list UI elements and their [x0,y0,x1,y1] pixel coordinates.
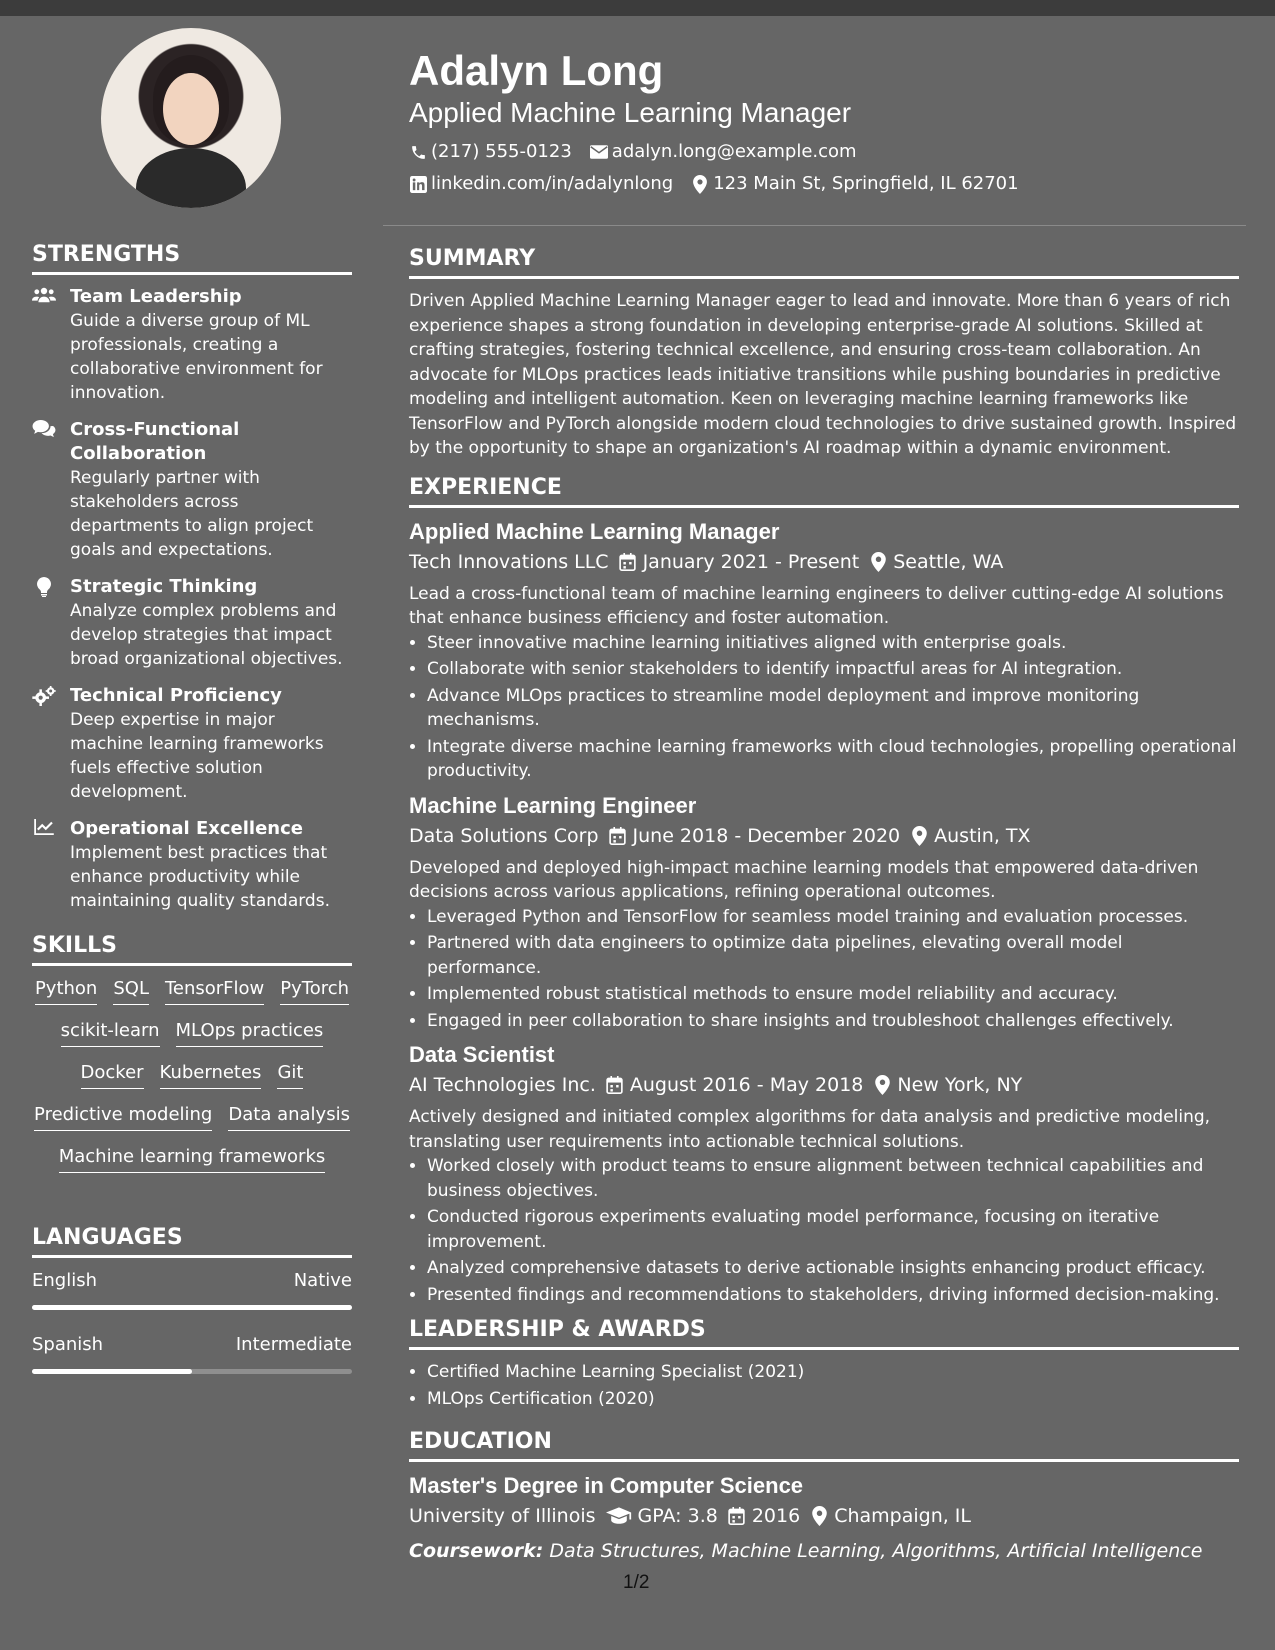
language-bar-fill [32,1305,352,1310]
calendar-icon [606,1076,624,1094]
degree: Master's Degree in Computer Science [409,1473,804,1498]
skill-tag: PyTorch [280,976,349,1005]
list-item: • Integrate diverse machine learning frameworks with cloud technologies, propelling operational productivity. [427,735,1239,784]
strengths-heading: STRENGTHS [32,242,181,267]
experience-heading: EXPERIENCE [409,474,562,500]
language-name: English [32,1270,97,1291]
strength-item [32,817,352,913]
coursework: Coursework: Data Structures, Machine Learning, Algorithms, Artificial Intelligence [409,1540,1203,1562]
skill-tag: Kubernetes [160,1060,262,1089]
job-bullets [409,1154,1239,1307]
graduation-cap-icon [606,1507,632,1525]
job-meta [409,546,1239,578]
job-description: Actively designed and initiated complex algorithms for data analysis and predictive modeling, translating user requirements into actionable technical solutions. [409,1107,1211,1152]
address: 123 Main St, Springfield, IL 62701 [691,168,1018,200]
skill-tag: TensorFlow [165,976,264,1005]
strengths-rule [32,272,352,275]
strength-title: Technical Proficiency [70,685,282,706]
strength-text [70,285,352,405]
job-location: New York, NY [873,1069,1022,1101]
contact-line-1 [409,136,1239,168]
page-number: 1/2 [623,1572,650,1593]
job-meta [409,820,1239,852]
strength-text [70,817,352,913]
profile-photo [101,28,281,208]
job-dates: January 2021 - Present [619,546,860,578]
map-marker-icon [910,827,928,845]
job-title: Machine Learning Engineer [409,792,697,818]
job-entry [409,792,1239,1034]
job-company: Data Solutions Corp [409,824,599,847]
list-item: • Presented findings and recommendations to stakeholders, driving informed decision-making. [427,1283,1239,1308]
language-level: Intermediate [235,1334,352,1355]
education-rule [409,1459,1239,1462]
list-item: • Steer innovative machine learning initiatives aligned with enterprise goals. [427,631,1239,656]
skill-tag: scikit-learn [61,1018,160,1047]
job-entry [409,1041,1239,1307]
map-marker-icon [691,175,709,193]
strength-item [32,684,352,804]
calendar-icon [728,1507,746,1525]
school: University of Illinois [409,1505,596,1527]
language-name: Spanish [32,1334,104,1355]
top-bar [0,0,1275,16]
language-bar [32,1369,352,1374]
strength-text [70,575,352,671]
list-item: • Collaborate with senior stakeholders to identify impactful areas for AI integration. [427,657,1239,682]
job-bullets [409,905,1239,1034]
skills-heading: SKILLS [32,933,117,958]
candidate-name: Adalyn Long [409,47,664,94]
job-bullets [409,631,1239,784]
awards-list [409,1360,1239,1411]
linkedin-icon [409,175,427,193]
language-row [32,1332,352,1358]
education-meta [409,1500,1239,1532]
experience-rule [409,505,1239,508]
skill-tag: Data analysis [228,1102,350,1131]
education-year: 2016 [728,1500,800,1532]
job-description: Developed and deployed high-impact machine learning models that empowered data-driven decisions across various applications, refining operational outcomes. [409,857,1199,902]
summary-text: Driven Applied Machine Learning Manager eager to lead and innovate. More than 6 years of rich experience shapes a strong foundation in developing enterprise-grade AI solutions. Skilled at crafting strategies, fostering technical excellence, and ensuring cross-team collaboration. An advocate for MLOps practices leads initiative transitions while pushing boundaries in predictive modeling and intelligent automation. Keen on leveraging machine learning frameworks like TensorFlow and PyTorch alongside modern cloud technologies to drive sustained growth. Inspired by the opportunity to shape an organization's AI roadmap within a dynamic environment. [409,291,1237,458]
job-dates: June 2018 - December 2020 [609,820,901,852]
list-item: • MLOps Certification (2020) [427,1387,1239,1412]
list-item: • Analyzed comprehensive datasets to derive actionable insights enhancing product efficacy. [427,1256,1239,1281]
education-heading: EDUCATION [409,1429,552,1454]
map-marker-icon [810,1507,828,1525]
gpa: GPA: 3.8 [606,1500,718,1532]
strength-item [32,285,352,405]
skills-rule [32,963,352,966]
strength-item [32,418,352,562]
skills-list [32,976,352,1173]
language-level: Native [293,1270,352,1291]
awards-heading: LEADERSHIP & AWARDS [409,1317,706,1342]
phone-icon [409,143,427,161]
strength-desc: Deep expertise in major machine learning frameworks fuels effective solution development. [70,710,324,802]
linkedin[interactable]: linkedin.com/in/adalynlong [409,168,673,200]
languages-heading: LANGUAGES [32,1225,183,1250]
list-item: • Implemented robust statistical methods to ensure model reliability and accuracy. [427,982,1239,1007]
calendar-icon [609,827,627,845]
users-icon [32,285,56,405]
strength-desc: Analyze complex problems and develop strategies that impact broad organizational objectives. [70,601,343,669]
skill-tag: Python [35,976,97,1005]
candidate-title: Applied Machine Learning Manager [409,97,852,128]
strength-desc: Guide a diverse group of ML professionals, creating a collaborative environment for innovation. [70,311,323,403]
lightbulb-icon [32,575,56,671]
job-dates: August 2016 - May 2018 [606,1069,864,1101]
job-meta [409,1069,1239,1101]
main-content [409,46,1239,1566]
job-entry [409,518,1239,784]
strength-desc: Implement best practices that enhance productivity while maintaining quality standards. [70,843,330,911]
job-description: Lead a cross-functional team of machine learning engineers to deliver cutting-edge AI solutions that enhance business efficiency and foster automation. [409,583,1224,628]
strength-text [70,418,352,562]
job-title: Data Scientist [409,1042,555,1067]
list-item: • Leveraged Python and TensorFlow for seamless model training and evaluation processes. [427,905,1239,930]
phone[interactable]: (217) 555-0123 [409,136,572,168]
languages-rule [32,1255,352,1258]
strength-title: Cross-Functional Collaboration [70,419,240,464]
skill-tag: MLOps practices [176,1018,324,1047]
chart-line-icon [32,817,56,913]
list-item: • Certified Machine Learning Specialist (2021) [427,1360,1239,1385]
gears-icon [32,684,56,804]
skill-tag: SQL [113,976,149,1005]
language-bar-fill [32,1369,192,1374]
sidebar [32,28,352,1396]
job-company: AI Technologies Inc. [409,1074,596,1096]
list-item: • Partnered with data engineers to optimize data pipelines, elevating overall model performance. [427,931,1239,980]
strength-desc: Regularly partner with stakeholders across departments to align project goals and expectations. [70,468,314,560]
skill-tag: Docker [81,1060,144,1089]
strength-title: Strategic Thinking [70,576,258,597]
skill-tag: Git [277,1060,303,1089]
language-row [32,1268,352,1294]
strength-title: Team Leadership [70,286,242,307]
contact-line-2 [409,168,1239,200]
job-company: Tech Innovations LLC [409,550,609,573]
map-marker-icon [869,553,887,571]
skill-tag: Predictive modeling [34,1102,212,1131]
calendar-icon [619,553,637,571]
strength-text [70,684,352,804]
list-item: • Worked closely with product teams to ensure alignment between technical capabilities and business objectives. [427,1154,1239,1203]
envelope-icon [590,143,608,161]
job-location: Seattle, WA [869,546,1003,578]
language-bar [32,1305,352,1310]
list-item: • Advance MLOps practices to streamline model deployment and improve monitoring mechanisms. [427,684,1239,733]
awards-rule [409,1347,1239,1350]
email[interactable]: adalyn.long@example.com [590,136,857,168]
list-item: • Engaged in peer collaboration to share insights and troubleshoot challenges effectively. [427,1009,1239,1034]
education-location: Champaign, IL [810,1500,971,1532]
summary-heading: SUMMARY [409,246,536,271]
strength-item [32,575,352,671]
job-location: Austin, TX [910,820,1030,852]
summary-rule [409,276,1239,279]
job-title: Applied Machine Learning Manager [409,518,780,544]
map-marker-icon [873,1076,891,1094]
strength-title: Operational Excellence [70,818,303,839]
skill-tag: Machine learning frameworks [59,1144,326,1173]
list-item: • Conducted rigorous experiments evaluating model performance, focusing on iterative improvement. [427,1205,1239,1254]
comments-icon [32,418,56,562]
